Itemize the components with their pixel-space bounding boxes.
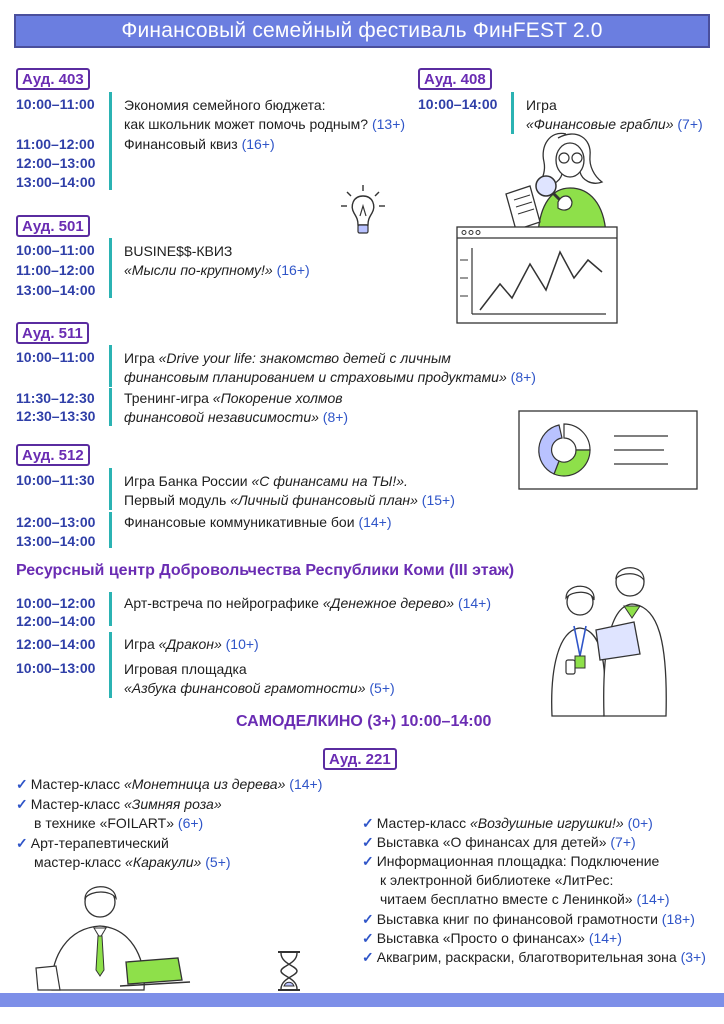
time-slot: 10:00–11:00	[16, 242, 95, 258]
time-slot: 11:00–12:00	[16, 262, 95, 278]
check-icon: ✓	[362, 949, 374, 965]
divider-bar	[109, 592, 112, 626]
donut-card-icon	[518, 410, 698, 490]
time-slot: 10:00–11:00	[16, 96, 95, 112]
event-description: Арт-встреча по нейрографике «Денежное дерево» (14+)	[124, 595, 492, 611]
time-slot: 12:00–13:00	[16, 155, 96, 171]
hourglass-icon	[274, 950, 304, 992]
list-item: ✓ Информационная площадка: Подключение к электронной библиотеке «ЛитРес: читаем бесплатно вместе с Ленинкой» (14+)	[362, 853, 670, 907]
time-slot: 10:00–11:00	[16, 349, 95, 365]
check-icon: ✓	[362, 853, 374, 869]
event-description: Игровая площадка «Азбука финансовой грамотности» (5+)	[124, 661, 395, 696]
event-description: Финансовый квиз (16+)	[124, 136, 275, 152]
list-item: ✓ Мастер-класс «Монетница из дерева» (14+)	[16, 776, 323, 792]
woman-magnifier-illustration	[498, 124, 638, 242]
list-item: ✓ Выставка книг по финансовой грамотности (18+)	[362, 911, 695, 927]
event-description: Тренинг-игра «Покорение холмов финансовой независимости» (8+)	[124, 390, 349, 425]
event-description: Игра «Финансовые грабли» (7+)	[526, 97, 703, 132]
man-laptop-illustration	[30, 878, 200, 993]
event-description: Игра «Drive your life: знакомство детей с личным финансовым планированием и страховыми продуктами» (8+)	[124, 350, 536, 385]
event-description: Финансовые коммуникативные бои (14+)	[124, 514, 392, 530]
event-description: Игра Банка России «С финансами на ТЫ!». Первый модуль «Личный финансовый план» (15+)	[124, 473, 455, 508]
check-icon: ✓	[362, 911, 374, 927]
room-403-label: Ауд. 403	[16, 68, 90, 90]
divider-bar	[109, 92, 112, 190]
room-511-label: Ауд. 511	[16, 322, 89, 344]
footer-bar	[0, 993, 724, 1007]
lightbulb-icon	[338, 182, 388, 242]
event-description: BUSINE$$-КВИЗ «Мысли по-крупному!» (16+)	[124, 243, 310, 278]
divider-bar	[109, 656, 112, 698]
divider-bar	[109, 468, 112, 510]
festival-title-banner: Финансовый семейный фестиваль ФинFEST 2.0	[14, 14, 710, 48]
divider-bar	[109, 632, 112, 656]
time-slot: 13:00–14:00	[16, 533, 96, 549]
list-item: ✓ Выставка «О финансах для детей» (7+)	[362, 834, 636, 850]
check-icon: ✓	[16, 776, 28, 792]
room-408-label: Ауд. 408	[418, 68, 492, 90]
list-item: ✓ Арт-терапевтический мастер-класс «Каракули» (5+)	[16, 835, 231, 870]
check-icon: ✓	[362, 834, 374, 850]
time-slot: 10:00–13:00	[16, 660, 96, 676]
divider-bar	[109, 238, 112, 298]
list-item: ✓ Мастер-класс «Зимняя роза» в технике «FOILART» (6+)	[16, 796, 222, 831]
list-item: ✓ Аквагрим, раскраски, благотворительная зона (3+)	[362, 949, 706, 965]
event-description: Игра «Дракон» (10+)	[124, 636, 259, 652]
time-slot: 10:00–11:30	[16, 472, 95, 488]
room-501-label: Ауд. 501	[16, 215, 90, 237]
room-512-label: Ауд. 512	[16, 444, 90, 466]
divider-bar	[109, 345, 112, 387]
check-icon: ✓	[362, 930, 374, 946]
time-slot: 10:00–14:00	[418, 96, 498, 112]
samodelkino-title: САМОДЕЛКИНО (3+) 10:00–14:00	[236, 713, 492, 730]
resource-center-title: Ресурсный центр Добровольчества Республики Коми (III этаж)	[16, 562, 515, 579]
list-item: ✓ Мастер-класс «Воздушные игрушки!» (0+)	[362, 815, 653, 831]
time-slot: 13:00–14:00	[16, 282, 96, 298]
check-icon: ✓	[16, 796, 28, 812]
time-slot: 11:30–12:30	[16, 390, 95, 406]
list-item: ✓ Выставка «Просто о финансах» (14+)	[362, 930, 622, 946]
time-slot: 12:30–13:30	[16, 408, 96, 424]
divider-bar	[109, 512, 112, 548]
time-slot: 12:00–14:00	[16, 613, 96, 629]
volunteers-illustration	[538, 560, 678, 718]
check-icon: ✓	[16, 835, 28, 851]
time-slot: 12:00–14:00	[16, 636, 96, 652]
room-221-label: Ауд. 221	[323, 748, 397, 770]
time-slot: 11:00–12:00	[16, 136, 95, 152]
chart-window-icon	[456, 226, 618, 324]
time-slot: 13:00–14:00	[16, 174, 96, 190]
time-slot: 12:00–13:00	[16, 514, 96, 530]
event-description: Экономия семейного бюджета: как школьник может помочь родным? (13+)	[124, 97, 406, 132]
check-icon: ✓	[362, 815, 374, 831]
divider-bar	[109, 388, 112, 426]
time-slot: 10:00–12:00	[16, 595, 96, 611]
